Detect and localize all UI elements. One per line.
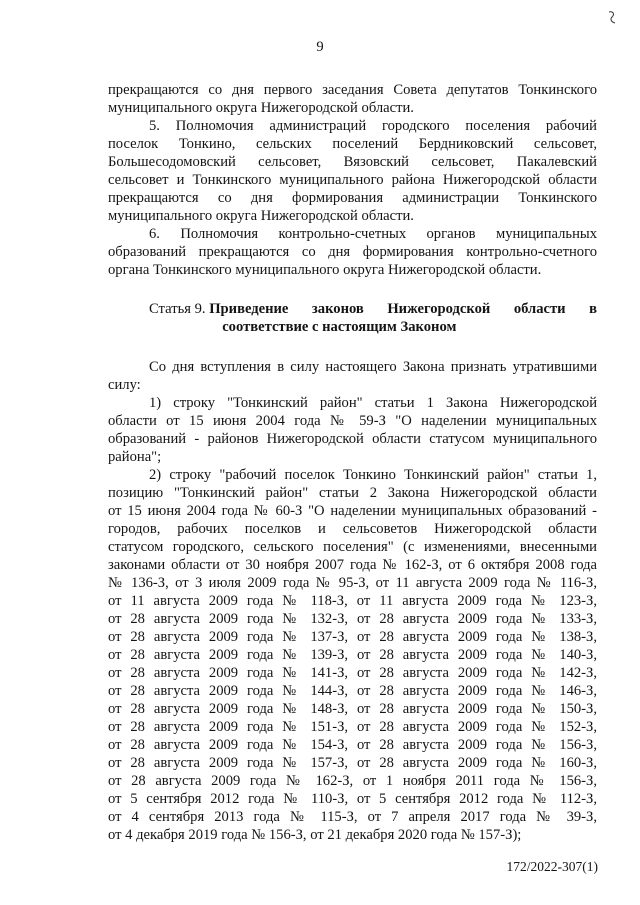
page-number: 9 bbox=[316, 39, 324, 55]
intro-paragraph: Со дня вступления в силу настоящего Закона признать утратившими силу: bbox=[108, 359, 597, 393]
paragraph-4-tail: прекращаются со дня первого заседания Совета депутатов Тонкинского муниципального округа Нижегородской области. bbox=[108, 82, 597, 116]
paragraph-5: 5. Полномочия администраций городского поселения рабочий поселок Тонкино, сельских поселений Бердниковский сельсовет, Большесодомовский сельсовет, Вязовский сельсовет, Пакалевский сельсовет и Тонкинского муниципального района Нижегородской области прекращаются со дня формирования администрации Тонкинского муниципального округа Нижегородской области. bbox=[108, 118, 597, 224]
document-code: 172/2022-307(1) bbox=[506, 859, 598, 874]
document-body bbox=[108, 81, 597, 844]
article-9-heading bbox=[108, 300, 597, 336]
list-item-1: 1) строку "Тонкинский район" статьи 1 Закона Нижегородской области от 15 июня 2004 года № 59-З "О наделении муниципальных образований - районов Нижегородской области статусом муниципального района"; bbox=[108, 395, 597, 465]
paragraph-6: 6. Полномочия контрольно-счетных органов муниципальных образований прекращаются со дня формирования контрольно-счетного органа Тонкинского муниципального округа Нижегородской области. bbox=[108, 226, 597, 278]
article-label: Статья 9. bbox=[149, 301, 210, 317]
article-title: Приведение законов Нижегородской области в соответствие с настоящим Законом bbox=[209, 301, 597, 335]
pen-mark-icon bbox=[603, 8, 625, 30]
list-item-2: 2) строку "рабочий поселок Тонкино Тонкинский район" статьи 1, позицию "Тонкинский район" статьи 2 Закона Нижегородской области от 15 июня 2004 года № 60-З "О наделении муниципальных образований - городов, рабочих поселков и сельсоветов Нижегородской области статусом городского, сельского поселения" (с изменениями, внесенными законами области от 30 ноября 2007 года № 162-З, от 6 октября 2008 года № 136-З, от 3 июля 2009 года № 95-З, от 11 августа 2009 года № 116-З, от 11 августа 2009 года № 118-З, от 11 августа 2009 года № 123-З, от 28 августа 2009 года № 132-З, от 28 августа 2009 года № 133-З, от 28 августа 2009 года № 137-З, от 28 августа 2009 года № 138-З, от 28 августа 2009 года № 139-З, от 28 августа 2009 года № 140-З, от 28 августа 2009 года № 141-З, от 28 августа 2009 года № 142-З, от 28 августа 2009 года № 144-З, от 28 августа 2009 года № 146-З, от 28 августа 2009 года № 148-З, от 28 августа 2009 года № 150-З, от 28 августа 2009 года № 151-З, от 28 августа 2009 года № 152-З, от 28 августа 2009 года № 154-З, от 28 августа 2009 года № 156-З, от 28 августа 2009 года № 157-З, от 28 августа 2009 года № 160-З, от 28 августа 2009 года № 162-З, от 1 ноября 2011 года № 156-З, от 5 сентября 2012 года № 110-З, от 5 сентября 2012 года № 112-З, от 4 сентября 2013 года № 115-З, от 7 апреля 2017 года № 39-З, от 4 декабря 2019 года № 156-З, от 21 декабря 2020 года № 157-З); bbox=[108, 467, 597, 843]
